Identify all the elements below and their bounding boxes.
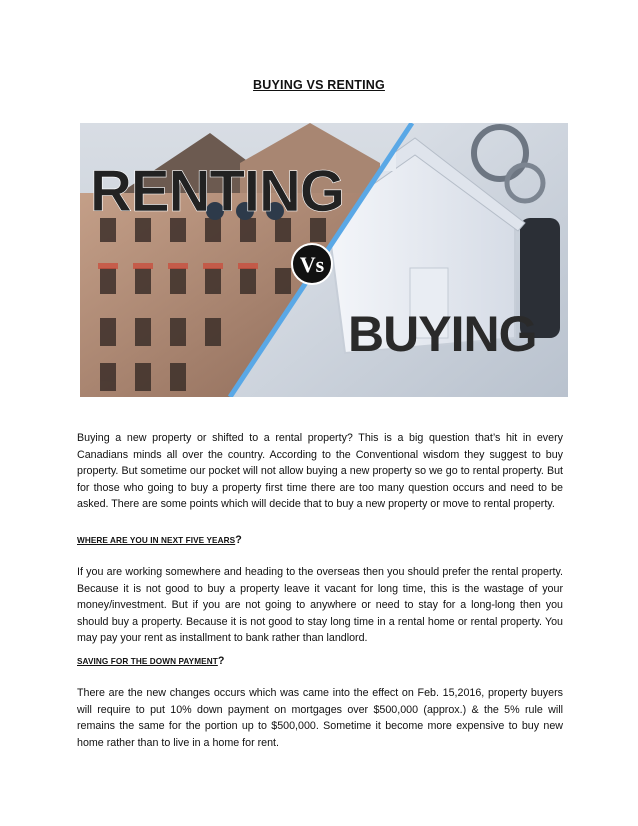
five-years-paragraph: If you are working somewhere and heading to the overseas then you should prefer the rental property. Because it is not good to buy a property leave it vacant for long time, this is the wastage of your money/investment. But if you are not going to anywhere or need to stay for a long-long then you should buy a property. Because it is not good to stay long time in a rental home or rental property. You may pay your rent as installment to bank rather than landlord. bbox=[77, 566, 563, 645]
section-heading-down-payment bbox=[77, 655, 224, 667]
renting-word: RENTING bbox=[90, 159, 344, 224]
section-heading-punct: ? bbox=[235, 534, 242, 546]
section-heading-text: SAVING FOR THE DOWN PAYMENT bbox=[77, 657, 218, 666]
intro-paragraph: Buying a new property or shifted to a rental property? This is a big question that’s hit in every Canadians minds all over the country. According to the Conventional wisdom they suggest to buy property. But sometime our pocket will not allow buying a new property so we go to rental property. But for those who going to buy a property first time there are too many question occurs and need to be asked. There are some points which will decide that to buy a new property or move to rental property. bbox=[77, 432, 563, 511]
section-heading-punct: ? bbox=[217, 655, 225, 667]
section-heading-five-years bbox=[77, 534, 242, 546]
buying-word: BUYING bbox=[348, 306, 537, 362]
down-payment-paragraph: There are the new changes occurs which was came into the effect on Feb. 15,2016, property buyers will require to put 10% down payment on mortgages over $500,000 (approx.) & the 5% rule will remains the same for the portion up to $500,000. Sometime it become more expensive to buy new home rather than to live in a home for rent. bbox=[77, 687, 563, 749]
renting-vs-buying-image bbox=[80, 123, 568, 397]
vs-word: Vs bbox=[299, 252, 325, 277]
section-heading-text: WHERE ARE YOU IN NEXT FIVE YEARS bbox=[77, 536, 236, 545]
document-title: BUYING VS RENTING bbox=[253, 78, 385, 92]
